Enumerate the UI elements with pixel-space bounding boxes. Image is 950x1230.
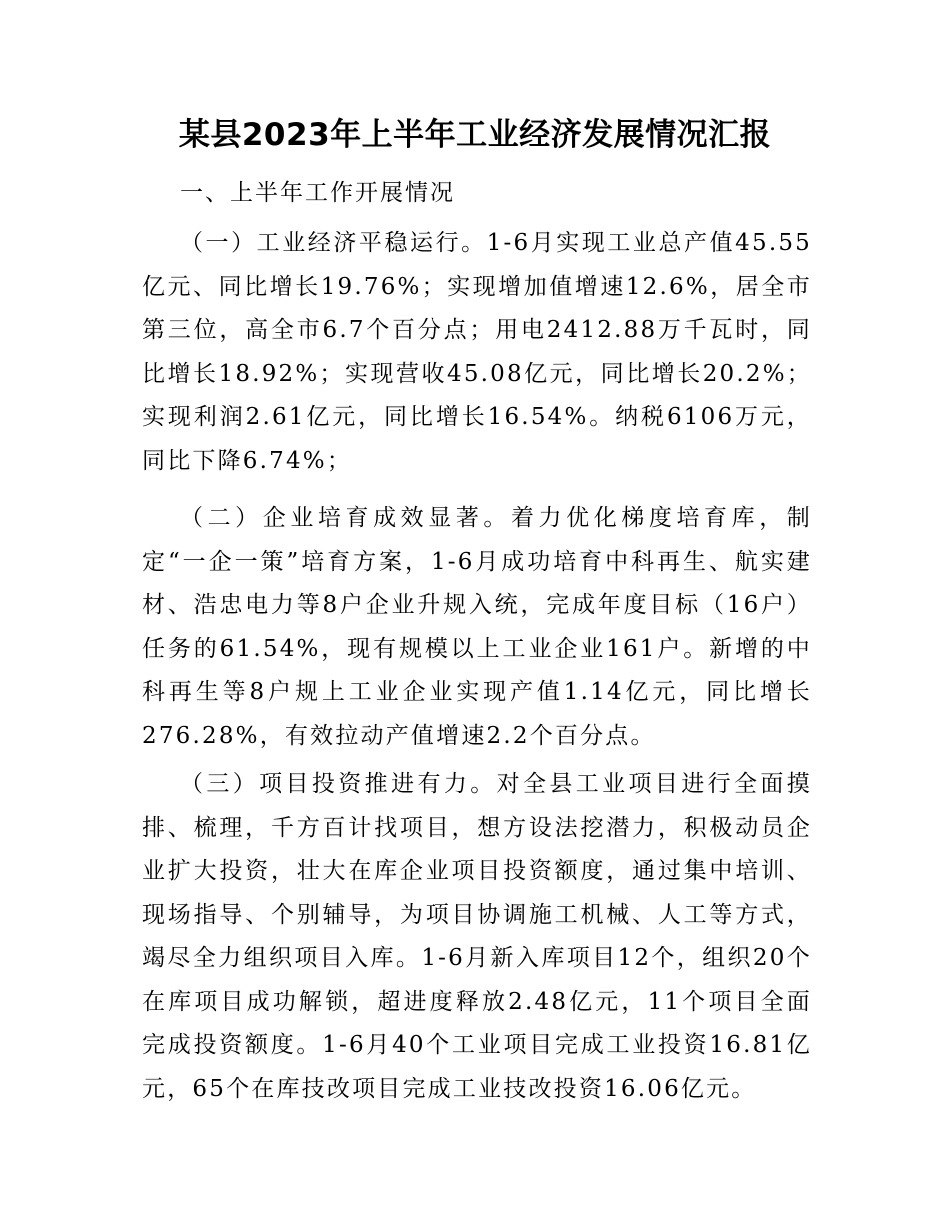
paragraph-enterprise-cultivation: （二）企业培育成效显著。着力优化梯度培育库，制定“一企一策”培育方案，1-6月成功培育中科再生、航实建材、浩忠电力等8户企业升规入统，完成年度目标（16户）任务的61.54%，现有规模以上工业企业161户。新增的中科再生等8户规上工业企业实现产值1.14亿元，同比增长276.28%，有效拉动产值增速2.2个百分点。 [142, 505, 812, 749]
paragraph-industrial-economy: （一）工业经济平稳运行。1-6月实现工业总产值45.55亿元、同比增长19.76%；实现增加值增速12.6%，居全市第三位，高全市6.7个百分点；用电2412.88万千瓦时，同比增长18.92%；实现营收45.08亿元，同比增长20.2%；实现利润2.61亿元，同比增长16.54%。纳税6106万元，同比下降6.74%； [142, 230, 812, 474]
section-heading: 一、上半年工作开展情况 [180, 180, 455, 206]
document-title: 某县2023年上半年工业经济发展情况汇报 [178, 117, 772, 153]
paragraph-project-investment: （三）项目投资推进有力。对全县工业项目进行全面摸排、梳理，千方百计找项目，想方设法挖潜力，积极动员企业扩大投资，壮大在库企业项目投资额度，通过集中培训、现场指导、个别辅导，为项目协调施工机械、人工等方式，竭尽全力组织项目入库。1-6月新入库项目12个，组织20个在库项目成功解锁，超进度释放2.48亿元，11个项目全面完成投资额度。1-6月40个工业项目完成工业投资16.81亿元，65个在库技改项目完成工业技改投资16.06亿元。 [142, 771, 812, 1102]
